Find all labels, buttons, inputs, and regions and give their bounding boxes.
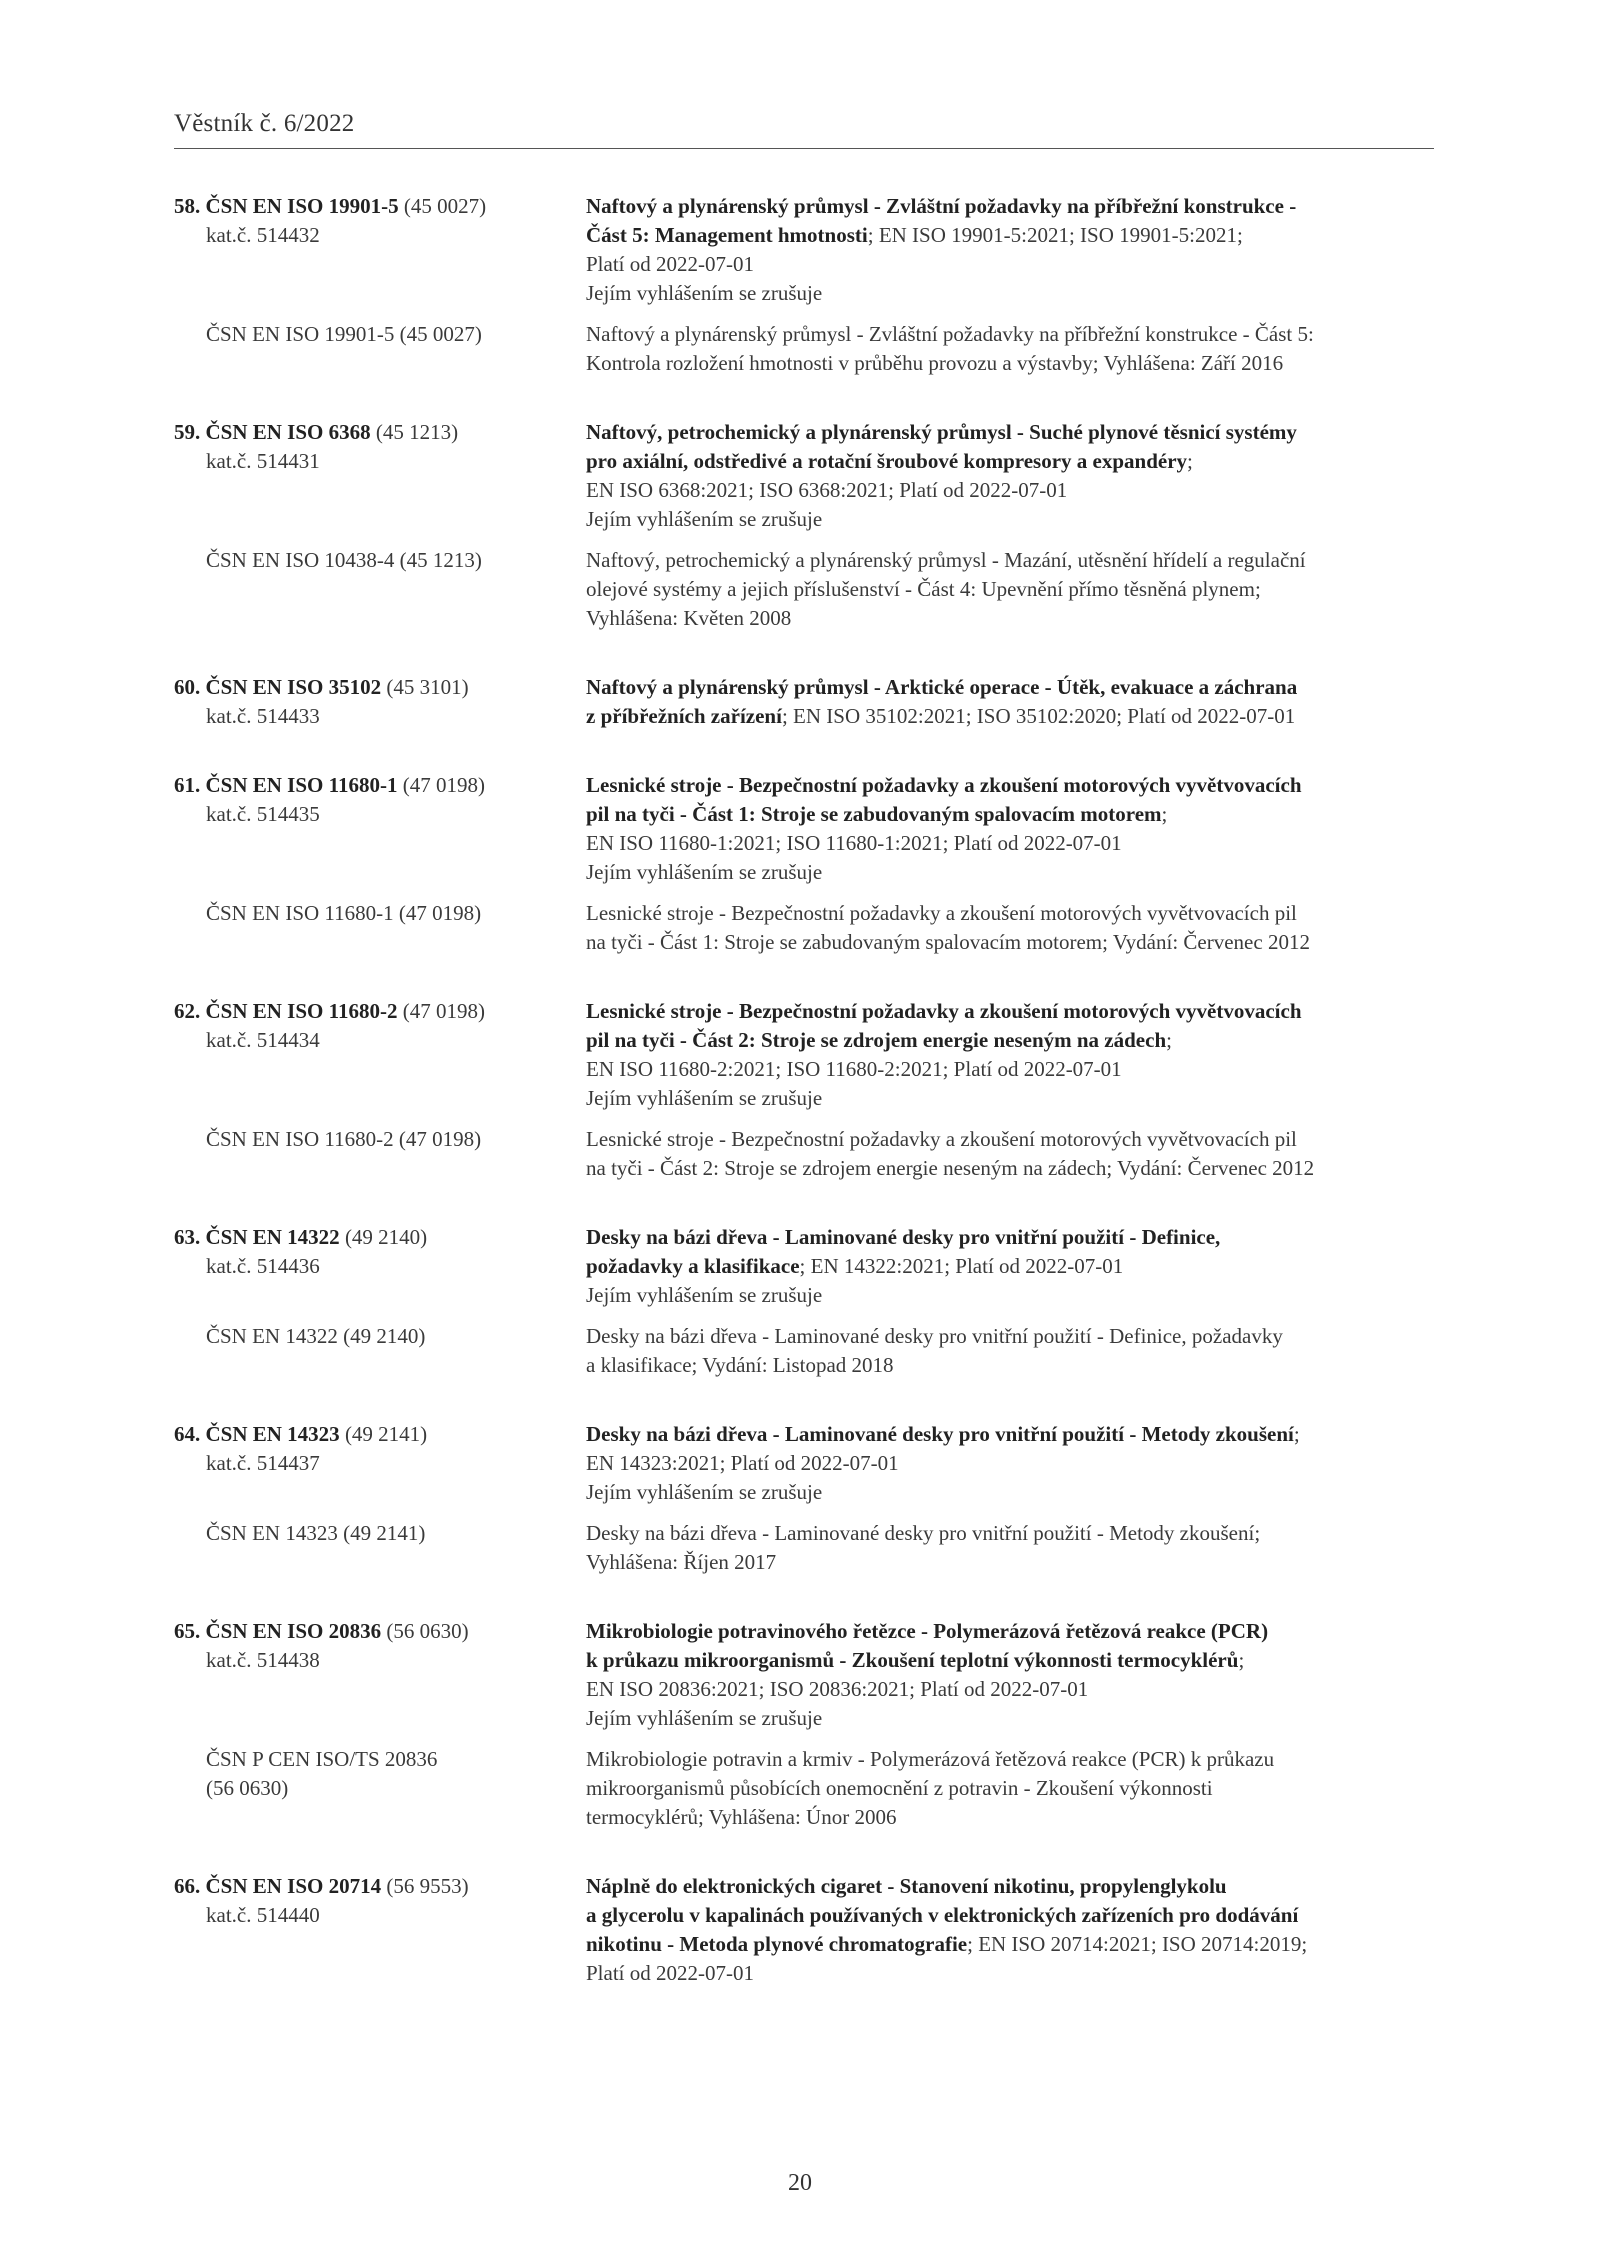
- reference-info: ;: [1166, 1028, 1172, 1052]
- title-line: [586, 1026, 1444, 1055]
- replaced-standard-identifier: [174, 1745, 586, 1832]
- standard-title: a glycerolu v kapalinách používaných v elektronických zařízeních pro dodávání: [586, 1903, 1299, 1927]
- standards-list: [174, 192, 1444, 2028]
- entry-number: 62.: [174, 999, 201, 1023]
- standard-title: Desky na bázi dřeva - Laminované desky pro vnitřní použití - Metody zkoušení: [586, 1422, 1294, 1446]
- entry-number: 61.: [174, 773, 201, 797]
- standard-entry: [174, 771, 1444, 957]
- standard-main-row: [174, 997, 1444, 1113]
- entry-number: 60.: [174, 675, 201, 699]
- standard-identifier: [174, 1223, 586, 1310]
- page-number: 20: [788, 2170, 812, 2196]
- standard-id-line: [174, 192, 586, 221]
- replaced-standard-identifier: [174, 546, 586, 633]
- replaced-standard-description: [586, 1125, 1444, 1183]
- standard-title: Lesnické stroje - Bezpečnostní požadavky a zkoušení motorových vyvětvovacích: [586, 999, 1302, 1023]
- standard-identifier: [174, 1617, 586, 1733]
- replaced-text-line: na tyči - Část 1: Stroje se zabudovaným spalovacím motorem; Vydání: Červenec 2012: [586, 930, 1310, 954]
- title-line: [586, 997, 1444, 1026]
- info-line: Platí od 2022-07-01: [586, 252, 754, 276]
- standard-identifier: [174, 771, 586, 887]
- replaced-standard-id: ČSN P CEN ISO/TS 20836: [206, 1747, 438, 1771]
- title-line: [586, 771, 1444, 800]
- replaced-standard-identifier: [174, 1322, 586, 1380]
- replaced-text-line: Desky na bázi dřeva - Laminované desky pro vnitřní použití - Definice, požadavky: [586, 1324, 1283, 1348]
- replaced-standard-row: [174, 546, 1444, 633]
- title-line: [586, 1420, 1444, 1449]
- standard-title: Naftový a plynárenský průmysl - Arktické operace - Útěk, evakuace a záchrana: [586, 675, 1298, 699]
- standard-entry: [174, 1872, 1444, 1988]
- replaced-text-line: Lesnické stroje - Bezpečnostní požadavky a zkoušení motorových vyvětvovacích pil: [586, 1127, 1297, 1151]
- info-line: Jejím vyhlášením se zrušuje: [586, 860, 823, 884]
- standard-id: ČSN EN ISO 11680-1: [205, 773, 398, 797]
- title-line: [586, 1901, 1444, 1930]
- catalog-number: kat.č. 514437: [206, 1451, 320, 1475]
- entry-number: 64.: [174, 1422, 201, 1446]
- info-line: Platí od 2022-07-01: [586, 1961, 754, 1985]
- replaced-standard-row: [174, 1745, 1444, 1832]
- standard-identifier: [174, 1872, 586, 1988]
- standard-description: [586, 1872, 1444, 1988]
- info-line: Jejím vyhlášením se zrušuje: [586, 1283, 823, 1307]
- standard-entry: [174, 1617, 1444, 1832]
- classification-code: (56 9553): [386, 1874, 469, 1898]
- replaced-text-line: na tyči - Část 2: Stroje se zdrojem energie neseným na zádech; Vydání: Červenec 2012: [586, 1156, 1315, 1180]
- standard-main-row: [174, 1420, 1444, 1507]
- replaced-standard-identifier: [174, 1125, 586, 1183]
- info-line: EN ISO 6368:2021; ISO 6368:2021; Platí od 2022-07-01: [586, 478, 1068, 502]
- classification-code: (49 2140): [344, 1225, 428, 1249]
- title-line: [586, 221, 1444, 250]
- standard-title: požadavky a klasifikace: [586, 1254, 800, 1278]
- standard-title: pil na tyči - Část 1: Stroje se zabudovaným spalovacím motorem: [586, 802, 1162, 826]
- page-header: [174, 110, 1434, 149]
- replaced-text-line: Desky na bázi dřeva - Laminované desky pro vnitřní použití - Metody zkoušení;: [586, 1521, 1261, 1545]
- standard-id-line: [174, 1223, 586, 1252]
- standard-entry: [174, 997, 1444, 1183]
- replaced-text-line: Vyhlášena: Květen 2008: [586, 606, 792, 630]
- classification-code: (47 0198): [402, 773, 485, 797]
- standard-title: z příbřežních zařízení: [586, 704, 782, 728]
- standard-id: ČSN EN ISO 35102: [205, 675, 382, 699]
- replaced-standard-id: (56 0630): [206, 1776, 289, 1800]
- standard-id-line: [174, 771, 586, 800]
- standard-title: pro axiální, odstředivé a rotační šroubové kompresory a expandéry: [586, 449, 1188, 473]
- standard-description: [586, 192, 1444, 308]
- title-line: [586, 800, 1444, 829]
- standard-main-row: [174, 418, 1444, 534]
- reference-info: ;: [1238, 1648, 1245, 1672]
- replaced-standard-description: [586, 320, 1444, 378]
- replaced-standard-row: [174, 899, 1444, 957]
- classification-code: (56 0630): [386, 1619, 469, 1643]
- standard-id-line: [174, 1617, 586, 1646]
- standard-id: ČSN EN ISO 6368: [205, 420, 371, 444]
- standard-identifier: [174, 1420, 586, 1507]
- reference-info: ;: [1161, 802, 1168, 826]
- reference-info: ;: [1293, 1422, 1300, 1446]
- classification-code: (45 0027): [403, 194, 487, 218]
- title-line: [586, 702, 1444, 731]
- title-line: [586, 447, 1444, 476]
- title-line: [586, 1252, 1444, 1281]
- classification-code: (45 1213): [375, 420, 459, 444]
- info-line: EN ISO 20836:2021; ISO 20836:2021; Platí od 2022-07-01: [586, 1677, 1089, 1701]
- entry-number: 66.: [174, 1874, 201, 1898]
- classification-code: (47 0198): [402, 999, 485, 1023]
- classification-code: (45 3101): [386, 675, 469, 699]
- title-line: [586, 1646, 1444, 1675]
- replaced-standard-description: [586, 1322, 1444, 1380]
- catalog-number: kat.č. 514436: [206, 1254, 320, 1278]
- standard-main-row: [174, 1223, 1444, 1310]
- standard-identifier: [174, 673, 586, 731]
- title-line: [586, 192, 1444, 221]
- standard-description: [586, 997, 1444, 1113]
- replaced-text-line: Naftový a plynárenský průmysl - Zvláštní požadavky na příbřežní konstrukce - Část 5:: [586, 322, 1314, 346]
- standard-entry: [174, 1223, 1444, 1380]
- title-line: [586, 1872, 1444, 1901]
- standard-entry: [174, 192, 1444, 378]
- info-line: Jejím vyhlášením se zrušuje: [586, 1706, 823, 1730]
- replaced-standard-row: [174, 1125, 1444, 1183]
- replaced-standard-id: ČSN EN 14323 (49 2141): [206, 1521, 426, 1545]
- catalog-number: kat.č. 514435: [206, 802, 320, 826]
- standard-id-line: [174, 418, 586, 447]
- standard-title: Naftový, petrochemický a plynárenský průmysl - Suché plynové těsnicí systémy: [586, 420, 1297, 444]
- replaced-text-line: Kontrola rozložení hmotnosti v průběhu provozu a výstavby; Vyhlášena: Září 2016: [586, 351, 1284, 375]
- replaced-text-line: Mikrobiologie potravin a krmiv - Polymerázová řetězová reakce (PCR) k průkazu: [586, 1747, 1275, 1771]
- standard-main-row: [174, 1872, 1444, 1988]
- standard-entry: [174, 1420, 1444, 1577]
- catalog-number: kat.č. 514431: [206, 449, 320, 473]
- standard-main-row: [174, 673, 1444, 731]
- replaced-standard-description: [586, 546, 1444, 633]
- standard-title: pil na tyči - Část 2: Stroje se zdrojem energie neseným na zádech: [586, 1028, 1167, 1052]
- replaced-standard-id: ČSN EN ISO 10438-4 (45 1213): [206, 548, 482, 572]
- replaced-standard-identifier: [174, 1519, 586, 1577]
- standard-title: Desky na bázi dřeva - Laminované desky pro vnitřní použití - Definice,: [586, 1225, 1221, 1249]
- standard-title: k průkazu mikroorganismů - Zkoušení teplotní výkonnosti termocyklérů: [586, 1648, 1239, 1672]
- title-line: [586, 673, 1444, 702]
- standard-title: nikotinu - Metoda plynové chromatografie: [586, 1932, 968, 1956]
- info-line: Jejím vyhlášením se zrušuje: [586, 507, 823, 531]
- replaced-text-line: olejové systémy a jejich příslušenství - Část 4: Upevnění přímo těsněná plynem;: [586, 577, 1261, 601]
- replaced-text-line: mikroorganismů působících onemocnění z potravin - Zkoušení výkonnosti: [586, 1776, 1213, 1800]
- replaced-standard-row: [174, 1322, 1444, 1380]
- standard-id: ČSN EN 14322: [205, 1225, 340, 1249]
- standard-main-row: [174, 1617, 1444, 1733]
- standard-id: ČSN EN ISO 20714: [205, 1874, 382, 1898]
- info-line: Jejím vyhlášením se zrušuje: [586, 1480, 823, 1504]
- catalog-number: kat.č. 514433: [206, 704, 320, 728]
- standard-id-line: [174, 1872, 586, 1901]
- standard-title: Naftový a plynárenský průmysl - Zvláštní požadavky na příbřežní konstrukce -: [586, 194, 1297, 218]
- bulletin-title: Věstník č. 6/2022: [174, 110, 355, 137]
- standard-identifier: [174, 192, 586, 308]
- replaced-standard-id: ČSN EN ISO 19901-5 (45 0027): [206, 322, 482, 346]
- title-line: [586, 1223, 1444, 1252]
- info-line: Jejím vyhlášením se zrušuje: [586, 1086, 823, 1110]
- standard-description: [586, 1223, 1444, 1310]
- standard-description: [586, 1420, 1444, 1507]
- standard-title: Mikrobiologie potravinového řetězce - Polymerázová řetězová reakce (PCR): [586, 1619, 1269, 1643]
- info-line: EN 14323:2021; Platí od 2022-07-01: [586, 1451, 899, 1475]
- standard-entry: [174, 418, 1444, 633]
- replaced-standard-description: [586, 899, 1444, 957]
- standard-title: Část 5: Management hmotnosti: [586, 223, 868, 247]
- standard-title: Náplně do elektronických cigaret - Stanovení nikotinu, propylenglykolu: [586, 1874, 1227, 1898]
- entry-number: 65.: [174, 1619, 201, 1643]
- replaced-standard-id: ČSN EN ISO 11680-2 (47 0198): [206, 1127, 482, 1151]
- standard-id: ČSN EN 14323: [205, 1422, 340, 1446]
- standard-id-line: [174, 997, 586, 1026]
- standard-description: [586, 418, 1444, 534]
- standard-identifier: [174, 997, 586, 1113]
- catalog-number: kat.č. 514440: [206, 1903, 320, 1927]
- standard-main-row: [174, 192, 1444, 308]
- title-line: [586, 418, 1444, 447]
- replaced-standard-identifier: [174, 899, 586, 957]
- info-line: EN ISO 11680-1:2021; ISO 11680-1:2021; Platí od 2022-07-01: [586, 831, 1122, 855]
- standard-description: [586, 673, 1444, 731]
- entry-number: 59.: [174, 420, 201, 444]
- info-line: Jejím vyhlášením se zrušuje: [586, 281, 823, 305]
- reference-info: ; EN 14322:2021; Platí od 2022-07-01: [799, 1254, 1124, 1278]
- standard-main-row: [174, 771, 1444, 887]
- reference-info: ; EN ISO 35102:2021; ISO 35102:2020; Platí od 2022-07-01: [781, 704, 1296, 728]
- reference-info: ; EN ISO 20714:2021; ISO 20714:2019;: [967, 1932, 1308, 1956]
- standard-id: ČSN EN ISO 19901-5: [205, 194, 399, 218]
- replaced-standard-description: [586, 1519, 1444, 1577]
- replaced-text-line: Naftový, petrochemický a plynárenský průmysl - Mazání, utěsnění hřídelí a regulační: [586, 548, 1306, 572]
- title-line: [586, 1930, 1444, 1959]
- standard-id: ČSN EN ISO 11680-2: [205, 999, 398, 1023]
- standard-description: [586, 1617, 1444, 1733]
- title-line: [586, 1617, 1444, 1646]
- standard-id: ČSN EN ISO 20836: [205, 1619, 382, 1643]
- replaced-text-line: a klasifikace; Vydání: Listopad 2018: [586, 1353, 894, 1377]
- standard-description: [586, 771, 1444, 887]
- catalog-number: kat.č. 514432: [206, 223, 320, 247]
- replaced-standard-id: ČSN EN 14322 (49 2140): [206, 1324, 426, 1348]
- replaced-standard-id: ČSN EN ISO 11680-1 (47 0198): [206, 901, 482, 925]
- replaced-standard-row: [174, 320, 1444, 378]
- catalog-number: kat.č. 514438: [206, 1648, 320, 1672]
- info-line: EN ISO 11680-2:2021; ISO 11680-2:2021; Platí od 2022-07-01: [586, 1057, 1122, 1081]
- catalog-number: kat.č. 514434: [206, 1028, 320, 1052]
- standard-title: Lesnické stroje - Bezpečnostní požadavky a zkoušení motorových vyvětvovacích: [586, 773, 1302, 797]
- replaced-text-line: termocyklérů; Vyhlášena: Únor 2006: [586, 1805, 897, 1829]
- entry-number: 58.: [174, 194, 201, 218]
- replaced-text-line: Lesnické stroje - Bezpečnostní požadavky a zkoušení motorových vyvětvovacích pil: [586, 901, 1297, 925]
- standard-identifier: [174, 418, 586, 534]
- standard-entry: [174, 673, 1444, 731]
- replaced-standard-identifier: [174, 320, 586, 378]
- reference-info: ;: [1187, 449, 1193, 473]
- standard-id-line: [174, 1420, 586, 1449]
- entry-number: 63.: [174, 1225, 201, 1249]
- reference-info: ; EN ISO 19901-5:2021; ISO 19901-5:2021;: [867, 223, 1243, 247]
- replaced-text-line: Vyhlášena: Říjen 2017: [586, 1550, 777, 1574]
- classification-code: (49 2141): [344, 1422, 428, 1446]
- replaced-standard-description: [586, 1745, 1444, 1832]
- standard-id-line: [174, 673, 586, 702]
- replaced-standard-row: [174, 1519, 1444, 1577]
